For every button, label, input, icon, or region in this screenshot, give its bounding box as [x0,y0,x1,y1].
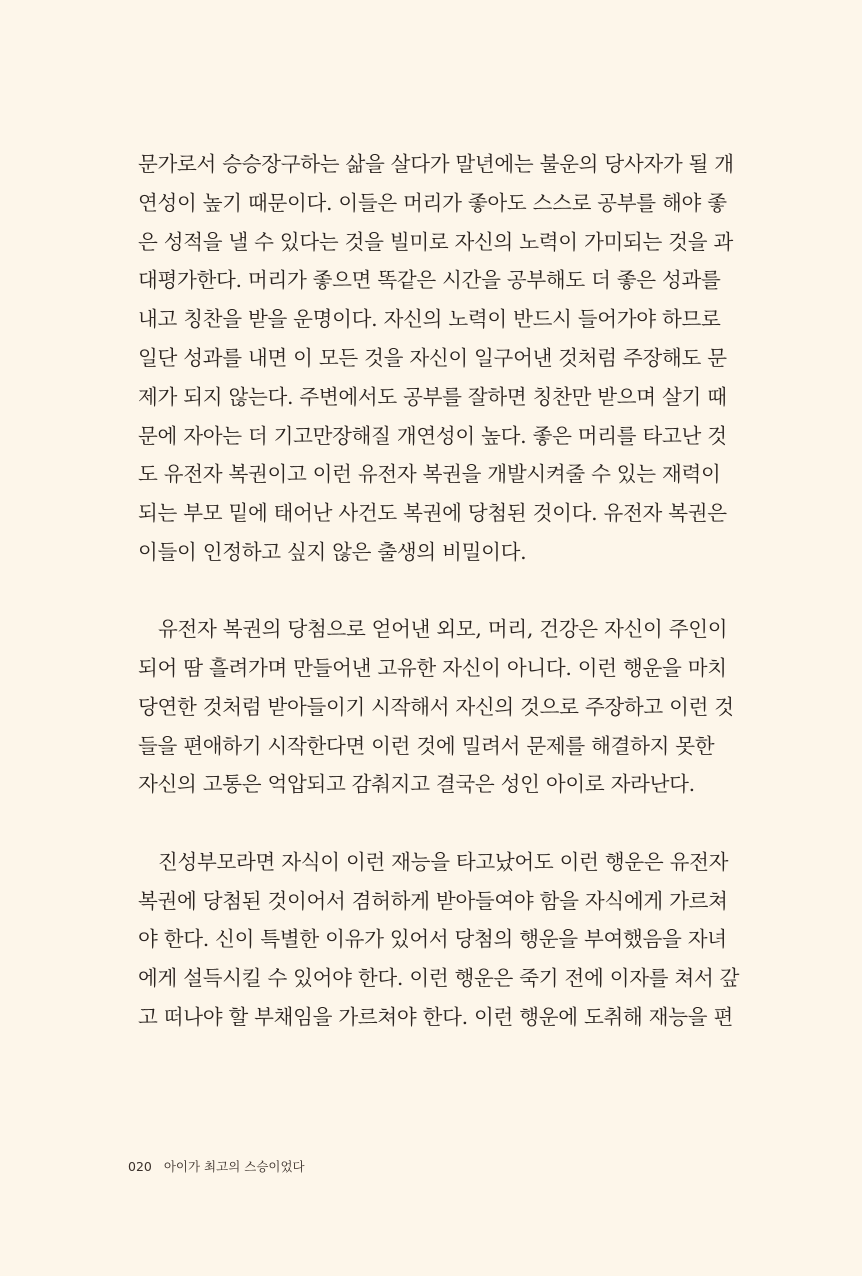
text-line: 되어 땀 흘려가며 만들어낸 고유한 자신이 아니다. 이런 행운을 마치 [138,656,727,681]
text-line: 에게 설득시킬 수 있어야 한다. 이런 행운은 죽기 전에 이자를 쳐서 갚 [138,966,740,991]
text-line: 일단 성과를 내면 이 모든 것을 자신이 일구어낸 것처럼 주장해도 문 [138,345,727,370]
page-body [138,145,740,1037]
text-line: 유전자 복권의 당첨으로 얻어낸 외모, 머리, 건강은 자신이 주인이 [158,617,728,642]
text-line: 복권에 당첨된 것이어서 겸허하게 받아들여야 함을 자식에게 가르쳐 [138,888,728,913]
text-line: 연성이 높기 때문이다. 이들은 머리가 좋아도 스스로 공부를 해야 좋 [138,190,727,215]
text-line: 자신의 고통은 억압되고 감춰지고 결국은 성인 아이로 자라난다. [138,772,695,797]
page-number: 020 [128,1159,152,1174]
text-line: 야 한다. 신이 특별한 이유가 있어서 당첨의 행운을 부여했음을 자녀 [138,927,727,952]
page-footer [128,1157,305,1175]
text-line: 은 성적을 낼 수 있다는 것을 빌미로 자신의 노력이 가미되는 것을 과 [138,229,733,254]
paragraph-1 [138,145,734,572]
paragraph-2 [138,610,734,804]
text-line: 문가로서 승승장구하는 삶을 살다가 말년에는 불운의 당사자가 될 개 [138,152,734,176]
text-line: 되는 부모 밑에 태어난 사건도 복권에 당첨된 것이다. 유전자 복권은 [138,501,727,526]
text-line: 내고 칭찬을 받을 운명이다. 자신의 노력이 반드시 들어가야 하므로 [138,307,721,332]
running-title: 아이가 최고의 스승이었다 [163,1159,305,1174]
text-line: 대평가한다. 머리가 좋으면 똑같은 시간을 공부해도 더 좋은 성과를 [138,268,721,293]
text-line: 이들이 인정하고 싶지 않은 출생의 비밀이다. [138,539,527,564]
paragraph-3 [138,843,740,1037]
text-line: 진성부모라면 자식이 이런 재능을 타고났어도 이런 행운은 유전자 [158,849,729,874]
text-line: 고 떠나야 할 부채임을 가르쳐야 한다. 이런 행운에 도취해 재능을 편 [138,1004,733,1029]
text-line: 제가 되지 않는다. 주변에서도 공부를 잘하면 칭찬만 받으며 살기 때 [138,384,727,409]
text-line: 당연한 것처럼 받아들이기 시작해서 자신의 것으로 주장하고 이런 것 [138,694,734,719]
text-line: 문에 자아는 더 기고만장해질 개연성이 높다. 좋은 머리를 타고난 것 [138,423,727,448]
text-line: 도 유전자 복권이고 이런 유전자 복권을 개발시켜줄 수 있는 재력이 [138,462,721,487]
text-line: 들을 편애하기 시작한다면 이런 것에 밀려서 문제를 해결하지 못한 [138,733,715,758]
